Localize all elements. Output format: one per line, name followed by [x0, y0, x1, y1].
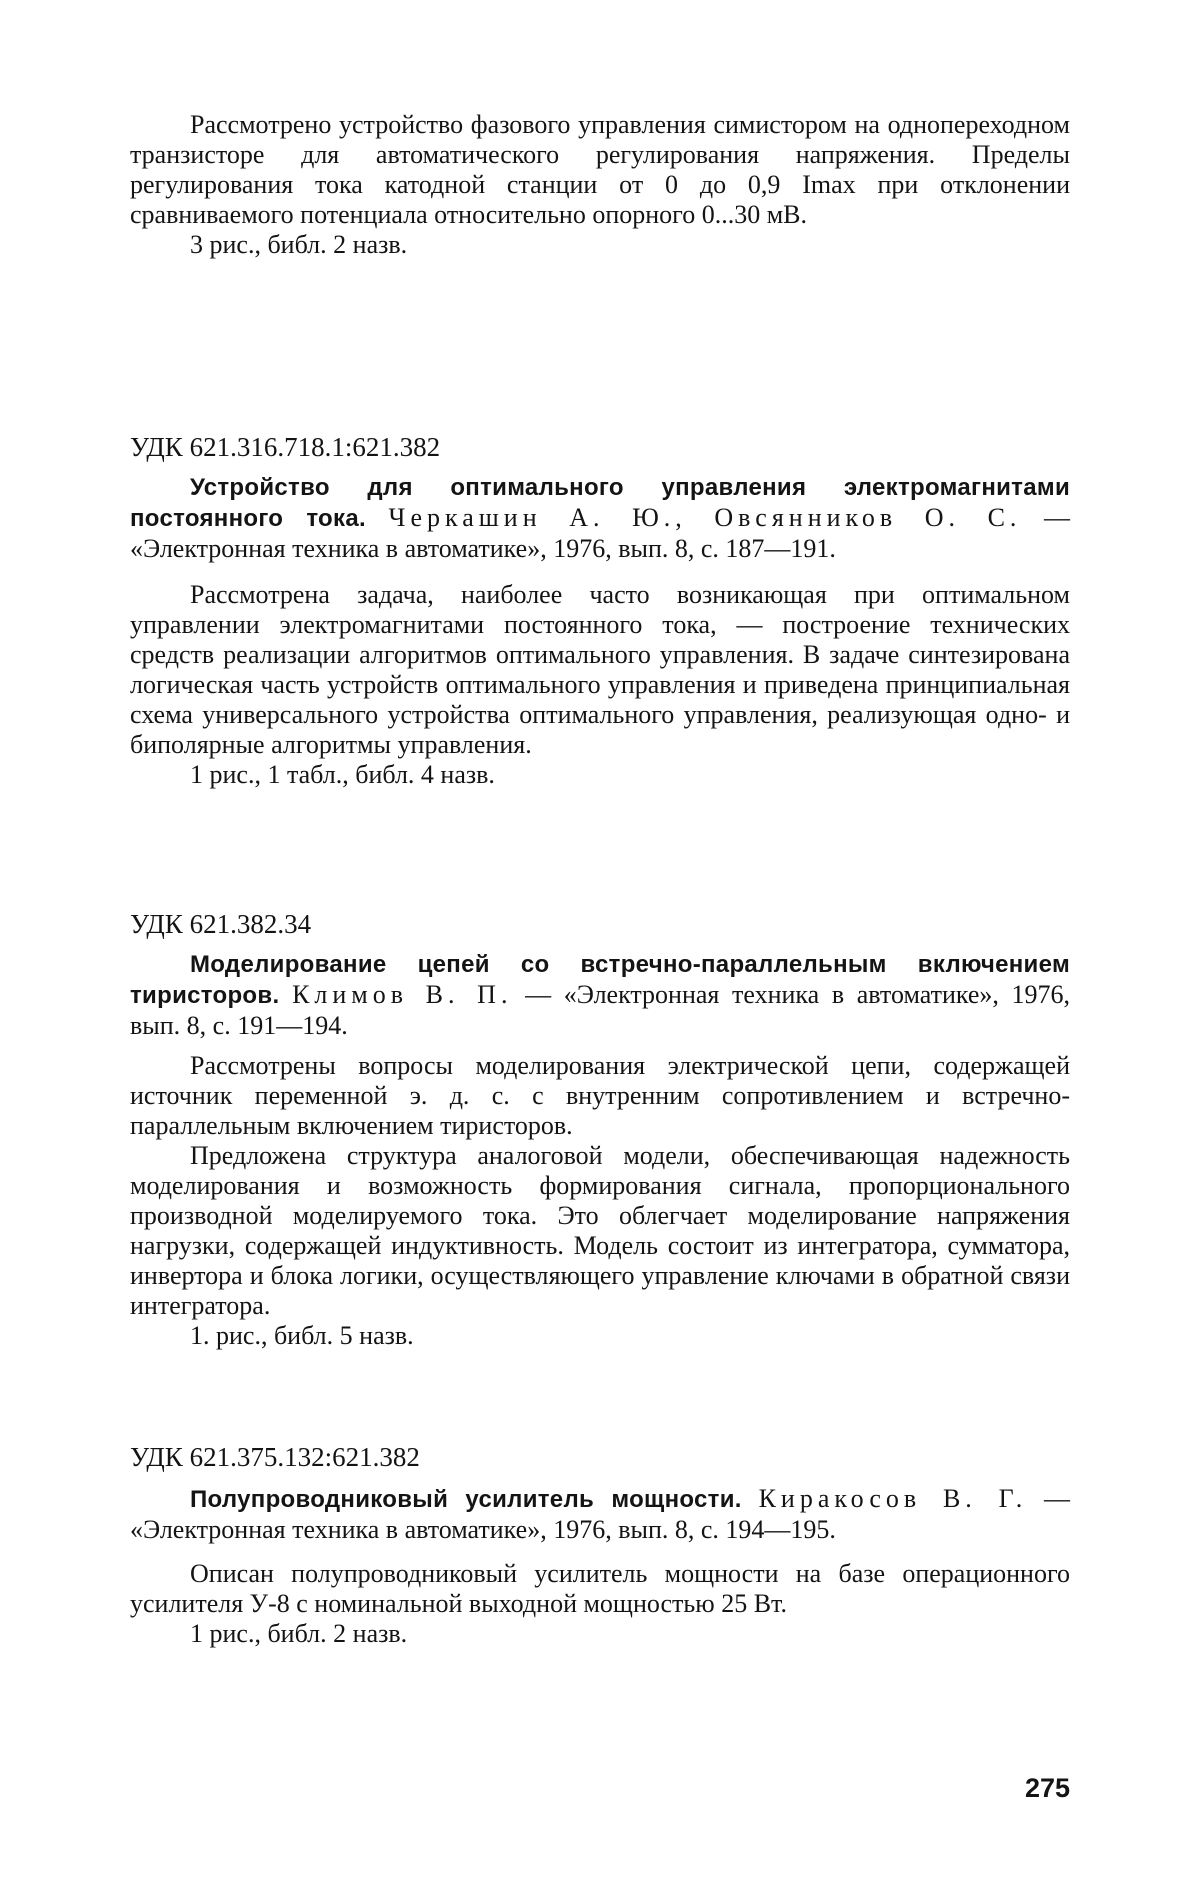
- entry-1-udk: УДК 621.316.718.1:621.382: [130, 432, 1070, 462]
- entry-2-abstract-2: Предложена структура аналоговой модели, обеспечивающая надежность моделирования и возможность формирования сигнала, пропорционального производной моделируемого тока. Это облегчает моделирование напряжения нагрузки, содержащей индуктивность. Модель состоит из интегратора, сумматора, инвертора и блока логики, осуществляющего управление ключами в обратной связи интегратора.: [130, 1141, 1070, 1321]
- entry-2: [130, 909, 1070, 1351]
- entry-1-authors: Черкашин А. Ю., Овсянников О. С.: [389, 503, 1022, 532]
- entry-3-refs: 1 рис., библ. 2 назв.: [130, 1619, 1070, 1649]
- document-page: [130, 110, 1070, 1850]
- entry-2-citation: [130, 949, 1070, 1041]
- entry-1-abstract: Рассмотрена задача, наиболее часто возникающая при оптимальном управлении электромагнитами постоянного тока, — построение технических средств реализации алгоритмов оптимального управления. В задаче синтезирована логическая часть устройств оптимального управления и приведена принципиальная схема универсального устройства оптимального управления, реализующая одно- и биполярные алгоритмы управления.: [130, 580, 1070, 760]
- intro-block: [130, 110, 1070, 260]
- entry-2-abstract: Рассмотрены вопросы моделирования электрической цепи, содержащей источник переменной э. д. с. с внутренним сопротивлением и встречно-параллельным включением тиристоров.: [130, 1051, 1070, 1141]
- entry-3-title: Полупроводниковый усилитель мощности.: [190, 1486, 742, 1513]
- entry-3: [130, 1442, 1070, 1649]
- entry-3-citation: [130, 1484, 1070, 1545]
- entry-2-udk: УДК 621.382.34: [130, 909, 1070, 939]
- entry-2-source: — «Электронная техника в автоматике», 1976, вып. 8, с. 191—194.: [130, 980, 1070, 1040]
- entry-1-citation: [130, 472, 1070, 564]
- entry-3-authors: Киракосов В. Г.: [759, 1484, 1028, 1513]
- intro-abstract: Рассмотрено устройство фазового управления симистором на однопереходном транзисторе для автоматического регулирования напряжения. Пределы регулирования тока катодной станции от 0 до 0,9 Imax при отклонении сравниваемого потенциала относительно опорного 0...30 мВ.: [130, 110, 1070, 230]
- entry-3-source: — «Электронная техника в автоматике», 1976, вып. 8, с. 194—195.: [130, 1484, 1070, 1544]
- entry-2-refs: 1. рис., библ. 5 назв.: [130, 1321, 1070, 1351]
- intro-refs: 3 рис., библ. 2 назв.: [130, 230, 1070, 260]
- entry-1-source: — «Электронная техника в автоматике», 1976, вып. 8, с. 187—191.: [130, 503, 1070, 563]
- entry-3-udk: УДК 621.375.132:621.382: [130, 1442, 1070, 1472]
- entry-2-title: Моделирование цепей со встречно-параллельным включением тиристоров.: [130, 951, 1070, 1009]
- entry-1: [130, 432, 1070, 790]
- entry-1-refs: 1 рис., 1 табл., библ. 4 назв.: [130, 760, 1070, 790]
- page-number: 275: [1025, 1773, 1070, 1804]
- entry-3-abstract: Описан полупроводниковый усилитель мощности на базе операционного усилителя У-8 с номинальной выходной мощностью 25 Вт.: [130, 1559, 1070, 1619]
- entry-2-authors: Климов В. П.: [292, 980, 512, 1009]
- entry-1-title: Устройство для оптимального управления электромагнитами постоянного тока.: [130, 474, 1070, 532]
